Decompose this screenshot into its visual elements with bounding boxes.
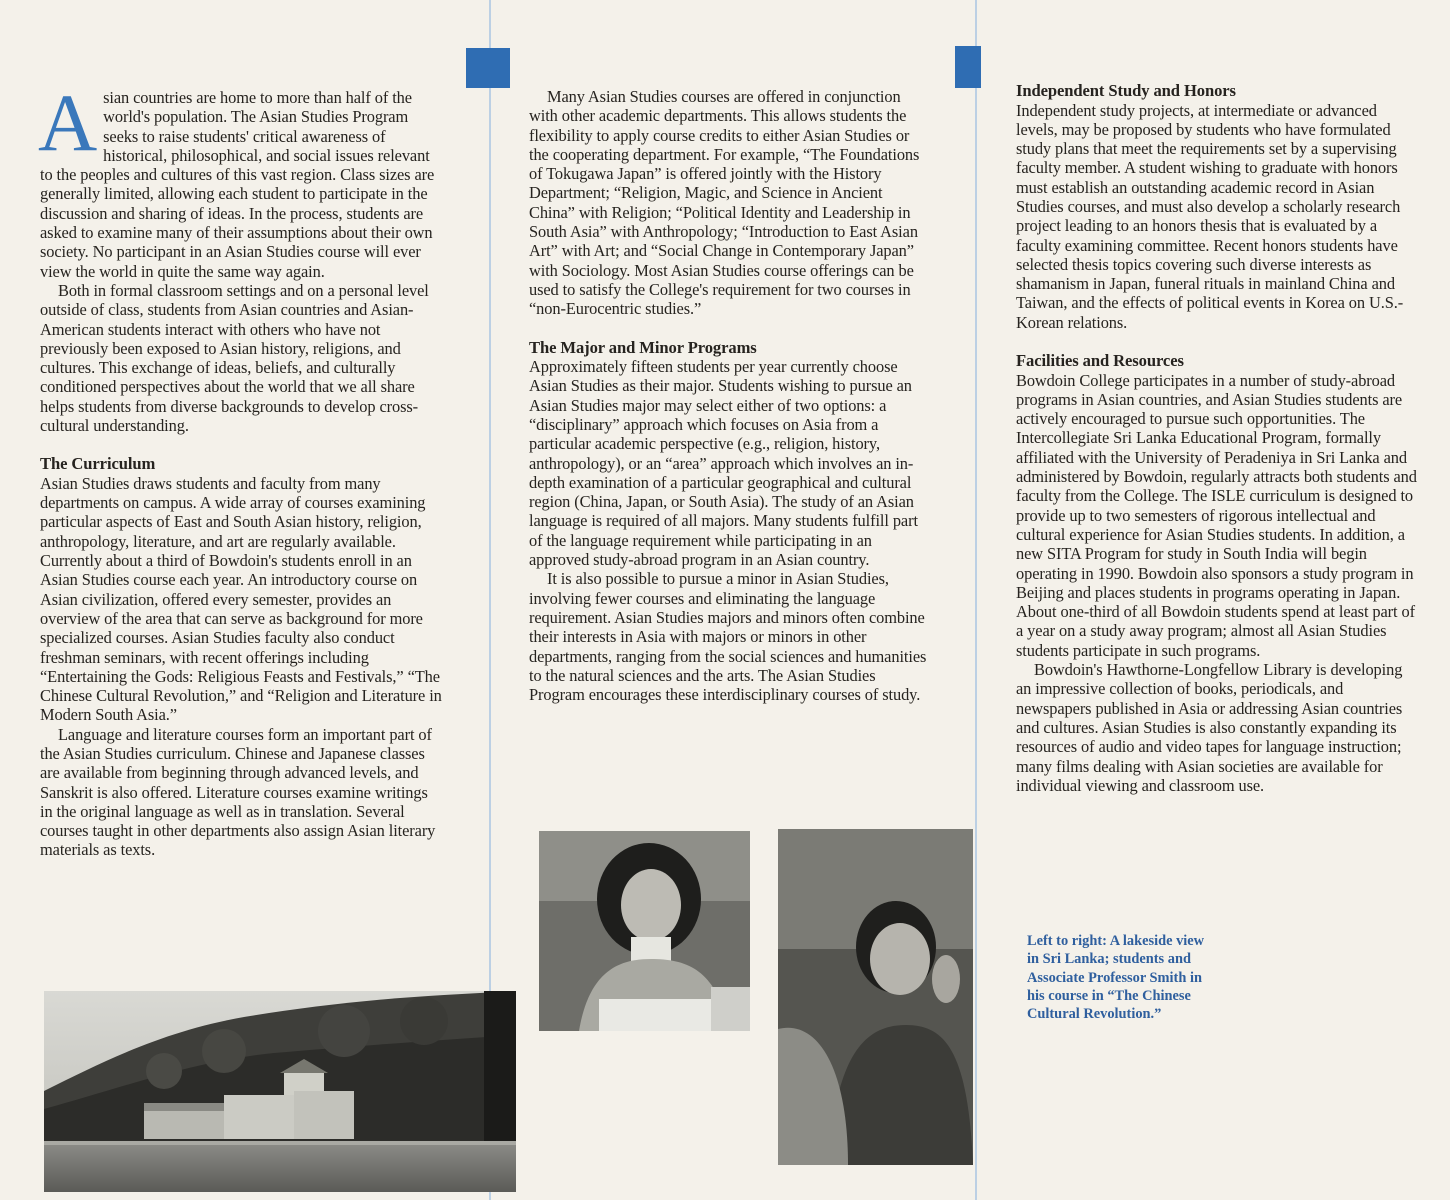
paragraph: Independent study projects, at intermediate or advanced levels, may be proposed by students who have formulated study plans that meet the requirements set by a supervising faculty member. A student wishing to graduate with honors must establish an outstanding academic record in Asian Studies courses, and must also develop a scholarly research project leading to an honors thesis that is evaluated by a faculty examining committee. Recent honors students have selected thesis topics covering such diverse interests as shamanism in Japan, funeral rituals in mainland China and Taiwan, and the effects of political events in Korea on U.S.-Korean relations.	[1016, 100, 1404, 332]
student-photo	[539, 831, 750, 1031]
paragraph: Both in formal classroom settings and on a personal level outside of class, students from Asian countries and Asian-American students interact with others who have not previously been exposed to Asian history, religions, and cultures. This exchange of ideas, beliefs, and culturally conditioned perspectives about the world that we all share helps students from diverse backgrounds to develop cross-cultural understanding.	[40, 280, 429, 436]
blue-tab-marker	[466, 48, 510, 88]
column-2	[529, 87, 929, 704]
section-heading-facilities: Facilities and Resources	[1016, 351, 1184, 371]
paragraph: Bowdoin's Hawthorne-Longfellow Library is developing an impressive collection of books, periodicals, and newspapers published in Asia or addressing Asian countries and cultures. Asian Studies is also constantly expanding its resources of audio and video tapes for language instruction; many films dealing with Asian societies are available for individual viewing and classroom use.	[1016, 660, 1403, 795]
lakeside-photo	[44, 991, 516, 1192]
paragraph: Asian Studies draws students and faculty from many departments on campus. A wide array of courses examining particular aspects of East and South Asian history, religion, anthropology, literature, and art are regularly available. Currently about a third of Bowdoin's students enroll in an Asian Studies course each year. An introductory course on Asian civilization, offered every semester, provides an overview of the area that can serve as background for more specialized courses. Asian Studies faculty also conduct freshman seminars, with recent offerings including “Entertaining the Gods: Religious Feasts and Festivals,” “The Chinese Cultural Revolution,” and “Religion and Literature in Modern South Asia.”	[40, 473, 442, 725]
section-heading-curriculum: The Curriculum	[40, 454, 156, 474]
intro-paragraph: Asian countries are home to more than half of the world's population. The Asian Studies Program seeks to raise students' critical awareness of historical, philosophical, and social issues relevant to the peoples and cultures of this vast region. Class sizes are generally limited, allowing each student to participate in the discussion and sharing of ideas. In the process, students are asked to examine many of their assumptions about their own society. No participant in an Asian Studies course will ever view the world in quite the same way again.	[38, 77, 435, 281]
photo-caption: Left to right: A lakeside view in Sri Lanka; students and Associate Professor Smith in his course in “The Chinese Cultural Revolution.”	[1027, 933, 1205, 1023]
paragraph: It is also possible to pursue a minor in Asian Studies, involving fewer courses and eliminating the language requirement. Asian Studies majors and minors often combine their interests in Asia with majors or minors in other departments, ranging from the social sciences and humanities to the natural sciences and the arts. The Asian Studies Program encourages these interdisciplinary courses of study.	[529, 569, 927, 705]
column-1	[38, 77, 444, 860]
section-heading-major-minor: The Major and Minor Programs	[529, 337, 757, 357]
column-3	[1016, 81, 1420, 795]
professor-photo	[778, 829, 973, 1165]
blue-tab-marker	[955, 46, 981, 88]
paragraph: Many Asian Studies courses are offered in conjunction with other academic departments. This allows students the flexibility to apply course credits to either Asian Studies or the cooperating department. For example, “The Foundations of Tokugawa Japan” is offered jointly with the History Department; “Religion, Magic, and Science in Ancient China” with Religion; “Political Identity and Leadership in South Asia” with Anthropology; “Introduction to East Asian Art” with Art; and “Social Change in Contemporary Japan” with Sociology. Most Asian Studies course offerings can be used to satisfy the College's requirement for two courses in “non-Eurocentric studies.”	[529, 87, 920, 319]
section-heading-independent-study: Independent Study and Honors	[1016, 81, 1236, 100]
paragraph: Language and literature courses form an important part of the Asian Studies curriculum. Chinese and Japanese classes are available from beginning through advanced levels, and Sanskrit is also offered. Literature courses examine writings in the original language as well as in translation. Several courses taught in other departments also assign Asian literary materials as texts.	[40, 724, 436, 860]
panel-fold-line	[975, 0, 977, 1200]
drop-cap: A	[38, 77, 98, 168]
paragraph: Approximately fifteen students per year currently choose Asian Studies as their major. Students wishing to pursue an Asian Studies major may select either of two options: a “disciplinary” approach which focuses on Asia from a particular academic perspective (e.g., religion, history, anthropology), or an “area” approach which involves an in-depth examination of a particular geographical and cultural region (China, Japan, or South Asia). The study of an Asian language is required of all majors. Many students fulfill part of the language requirement while participating in an approved study-abroad program in an Asian country.	[529, 357, 918, 570]
paragraph: Bowdoin College participates in a number of study-abroad programs in Asian countries, and Asian Studies students are actively encouraged to pursue such opportunities. The Intercollegiate Sri Lanka Educational Program, formally affiliated with the University of Peradeniya in Sri Lanka and administered by Bowdoin, regularly attracts both students and faculty from the College. The ISLE curriculum is designed to provide up to two semesters of rigorous intellectual and cultural experience for Asian Studies students. In addition, a new SITA Program for study in South India will begin operating in 1990. Bowdoin also sponsors a study program in Beijing and places students in programs operating in Japan. About one-third of all Bowdoin students spend at least part of a year on a study away program; almost all Asian Studies students participate in such programs.	[1016, 370, 1417, 660]
